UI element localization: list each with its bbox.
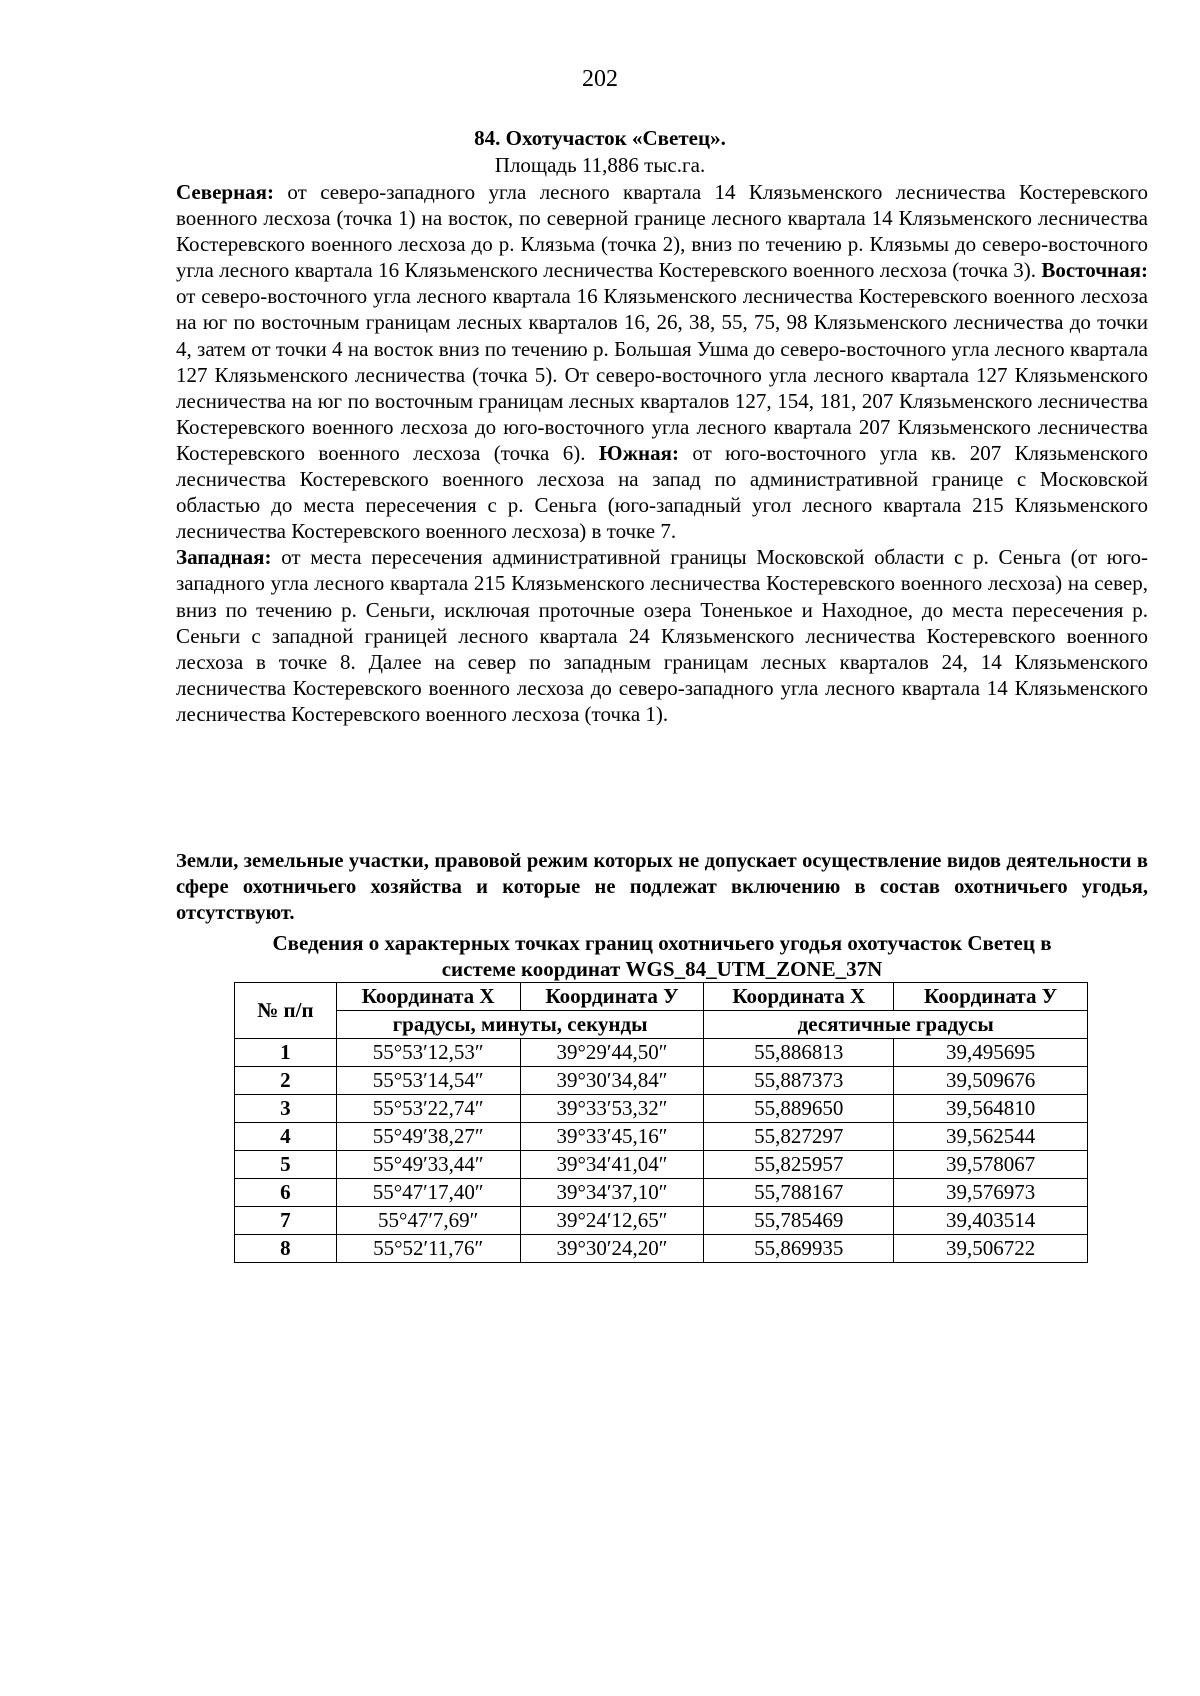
east-text: от северо-восточного угла лесного квартала 16 Клязьменского лесничества Костеревского военного лесхоза на юг по восточным границам лесных кварталов 16, 26, 38, 55, 75, 98 Клязьменского лесничества до точки 4, затем от точки 4 на восток вниз по течению р. Большая Ушма до северо-восточного угла лесного квартала 127 Клязьменского лесничества (точка 5). От северо-восточного угла лесного квартала 127 Клязьменского лесничества на юг по восточным границам лесных кварталов 127, 154, 181, 207 Клязьменского лесничества Костеревского военного лесхоза до юго-восточного угла лесного квартала 207 Клязьменского лесничества Костеревского военного лесхоза (точка 6). xyxy=(176,284,1148,465)
west-text: от места пересечения административной границы Московской области с р. Сеньга (от юго-западного угла лесного квартала 215 Клязьменского лесничества Костеревского военного лесхоза) на север, вниз по течению р. Сеньги, исключая проточные озера Тоненькое и Находное, до места пересечения р. Сеньги с западной границей лесного квартала 24 Клязьменского лесничества Костеревского военного лесхоза в точке 8. Далее на север по западным границам лесных кварталов 24, 14 Клязьменского лесничества Костеревского военного лесхоза до северо-западного угла лесного квартала 14 Клязьменского лесничества Костеревского военного лесхоза (точка 1). xyxy=(176,545,1148,726)
table-row xyxy=(235,1039,1088,1067)
table-caption-line2: системе координат WGS_84_UTM_ZONE_37N xyxy=(441,957,883,981)
x-dms-cell: 55°47′7,69″ xyxy=(336,1207,520,1235)
west-paragraph xyxy=(176,544,1148,727)
y-dec-cell: 39,578067 xyxy=(894,1151,1088,1179)
y-dec-cell: 39,506722 xyxy=(894,1235,1088,1263)
y-dec-cell: 39,562544 xyxy=(894,1123,1088,1151)
section-title: 84. Охотучасток «Светец». xyxy=(474,126,726,150)
coordinates-table xyxy=(234,982,1088,1263)
table-row xyxy=(235,1123,1088,1151)
table-row xyxy=(235,1235,1088,1263)
point-number-cell: 3 xyxy=(235,1095,337,1123)
header-y-dms: Координата У xyxy=(520,983,704,1011)
y-dms-cell: 39°33′45,16″ xyxy=(520,1123,704,1151)
point-number-cell: 2 xyxy=(235,1067,337,1095)
x-dms-cell: 55°52′11,76″ xyxy=(336,1235,520,1263)
table-row xyxy=(235,1179,1088,1207)
x-dec-cell: 55,825957 xyxy=(704,1151,894,1179)
y-dec-cell: 39,495695 xyxy=(894,1039,1088,1067)
table-caption-line1: Сведения о характерных точках границ охотничьего угодья охотучасток Светец в xyxy=(272,931,1052,955)
west-label: Западная: xyxy=(176,545,272,570)
x-dec-cell: 55,869935 xyxy=(704,1235,894,1263)
x-dms-cell: 55°49′38,27″ xyxy=(336,1123,520,1151)
point-number-cell: 5 xyxy=(235,1151,337,1179)
y-dec-cell: 39,576973 xyxy=(894,1179,1088,1207)
table-header-row xyxy=(235,983,1088,1011)
x-dms-cell: 55°53′14,54″ xyxy=(336,1067,520,1095)
south-text: от юго-восточного угла кв. 207 Клязьменского лесничества Костеревского военного лесхоза на запад по административной границе с Московской областью до места пересечения с р. Сеньга (юго-западный угол лесного квартала 215 Клязьменского лесничества Костеревского военного лесхоза) в точке 7. xyxy=(176,440,1148,544)
y-dms-cell: 39°34′41,04″ xyxy=(520,1151,704,1179)
south-label: Южная: xyxy=(598,440,679,465)
header-x-dec: Координата Х xyxy=(704,983,894,1011)
y-dms-cell: 39°30′24,20″ xyxy=(520,1235,704,1263)
y-dec-cell: 39,403514 xyxy=(894,1207,1088,1235)
y-dec-cell: 39,509676 xyxy=(894,1067,1088,1095)
boundary-description xyxy=(176,179,1148,727)
header-x-dms: Координата Х xyxy=(336,983,520,1011)
subheader-dec: десятичные градусы xyxy=(704,1011,1088,1039)
y-dms-cell: 39°34′37,10″ xyxy=(520,1179,704,1207)
x-dec-cell: 55,887373 xyxy=(704,1067,894,1095)
table-caption xyxy=(176,930,1148,982)
point-number-cell: 7 xyxy=(235,1207,337,1235)
x-dms-cell: 55°53′12,53″ xyxy=(336,1039,520,1067)
page-number: 202 xyxy=(582,66,618,92)
y-dms-cell: 39°30′34,84″ xyxy=(520,1067,704,1095)
header-y-dec: Координата У xyxy=(894,983,1088,1011)
x-dms-cell: 55°47′17,40″ xyxy=(336,1179,520,1207)
point-number-cell: 8 xyxy=(235,1235,337,1263)
x-dec-cell: 55,785469 xyxy=(704,1207,894,1235)
y-dec-cell: 39,564810 xyxy=(894,1095,1088,1123)
y-dms-cell: 39°24′12,65″ xyxy=(520,1207,704,1235)
table-row xyxy=(235,1067,1088,1095)
x-dec-cell: 55,889650 xyxy=(704,1095,894,1123)
table-body xyxy=(235,1039,1088,1263)
point-number-cell: 4 xyxy=(235,1123,337,1151)
table-row xyxy=(235,1151,1088,1179)
land-note: Земли, земельные участки, правовой режим которых не допускает осуществление видов деятельности в сфере охотничьего хозяйства и которые не подлежат включению в состав охотничьего угодья, отсутствуют. xyxy=(176,850,1148,924)
x-dms-cell: 55°53′22,74″ xyxy=(336,1095,520,1123)
boundary-paragraph xyxy=(176,179,1148,544)
subheader-dms: градусы, минуты, секунды xyxy=(336,1011,704,1039)
y-dms-cell: 39°29′44,50″ xyxy=(520,1039,704,1067)
point-number-cell: 6 xyxy=(235,1179,337,1207)
table-row xyxy=(235,1095,1088,1123)
north-label: Северная: xyxy=(176,180,275,204)
table-row xyxy=(235,1207,1088,1235)
point-number-cell: 1 xyxy=(235,1039,337,1067)
header-num: № п/п xyxy=(235,983,337,1039)
x-dec-cell: 55,827297 xyxy=(704,1123,894,1151)
table-subheader-row xyxy=(235,1011,1088,1039)
x-dec-cell: 55,886813 xyxy=(704,1039,894,1067)
north-text: от северо-западного угла лесного квартала 14 Клязьменского лесничества Костеревского военного лесхоза (точка 1) на восток, по северной границе лесного квартала 14 Клязьменского лесничества Костеревского военного лесхоза до р. Клязьма (точка 2), вниз по течению р. Клязьмы до северо-восточного угла лесного квартала 16 Клязьменского лесничества Костеревского военного лесхоза (точка 3). xyxy=(176,180,1149,283)
y-dms-cell: 39°33′53,32″ xyxy=(520,1095,704,1123)
x-dms-cell: 55°49′33,44″ xyxy=(336,1151,520,1179)
east-label: Восточная: xyxy=(1041,258,1149,283)
area-text: Площадь 11,886 тыс.га. xyxy=(494,153,706,177)
x-dec-cell: 55,788167 xyxy=(704,1179,894,1207)
